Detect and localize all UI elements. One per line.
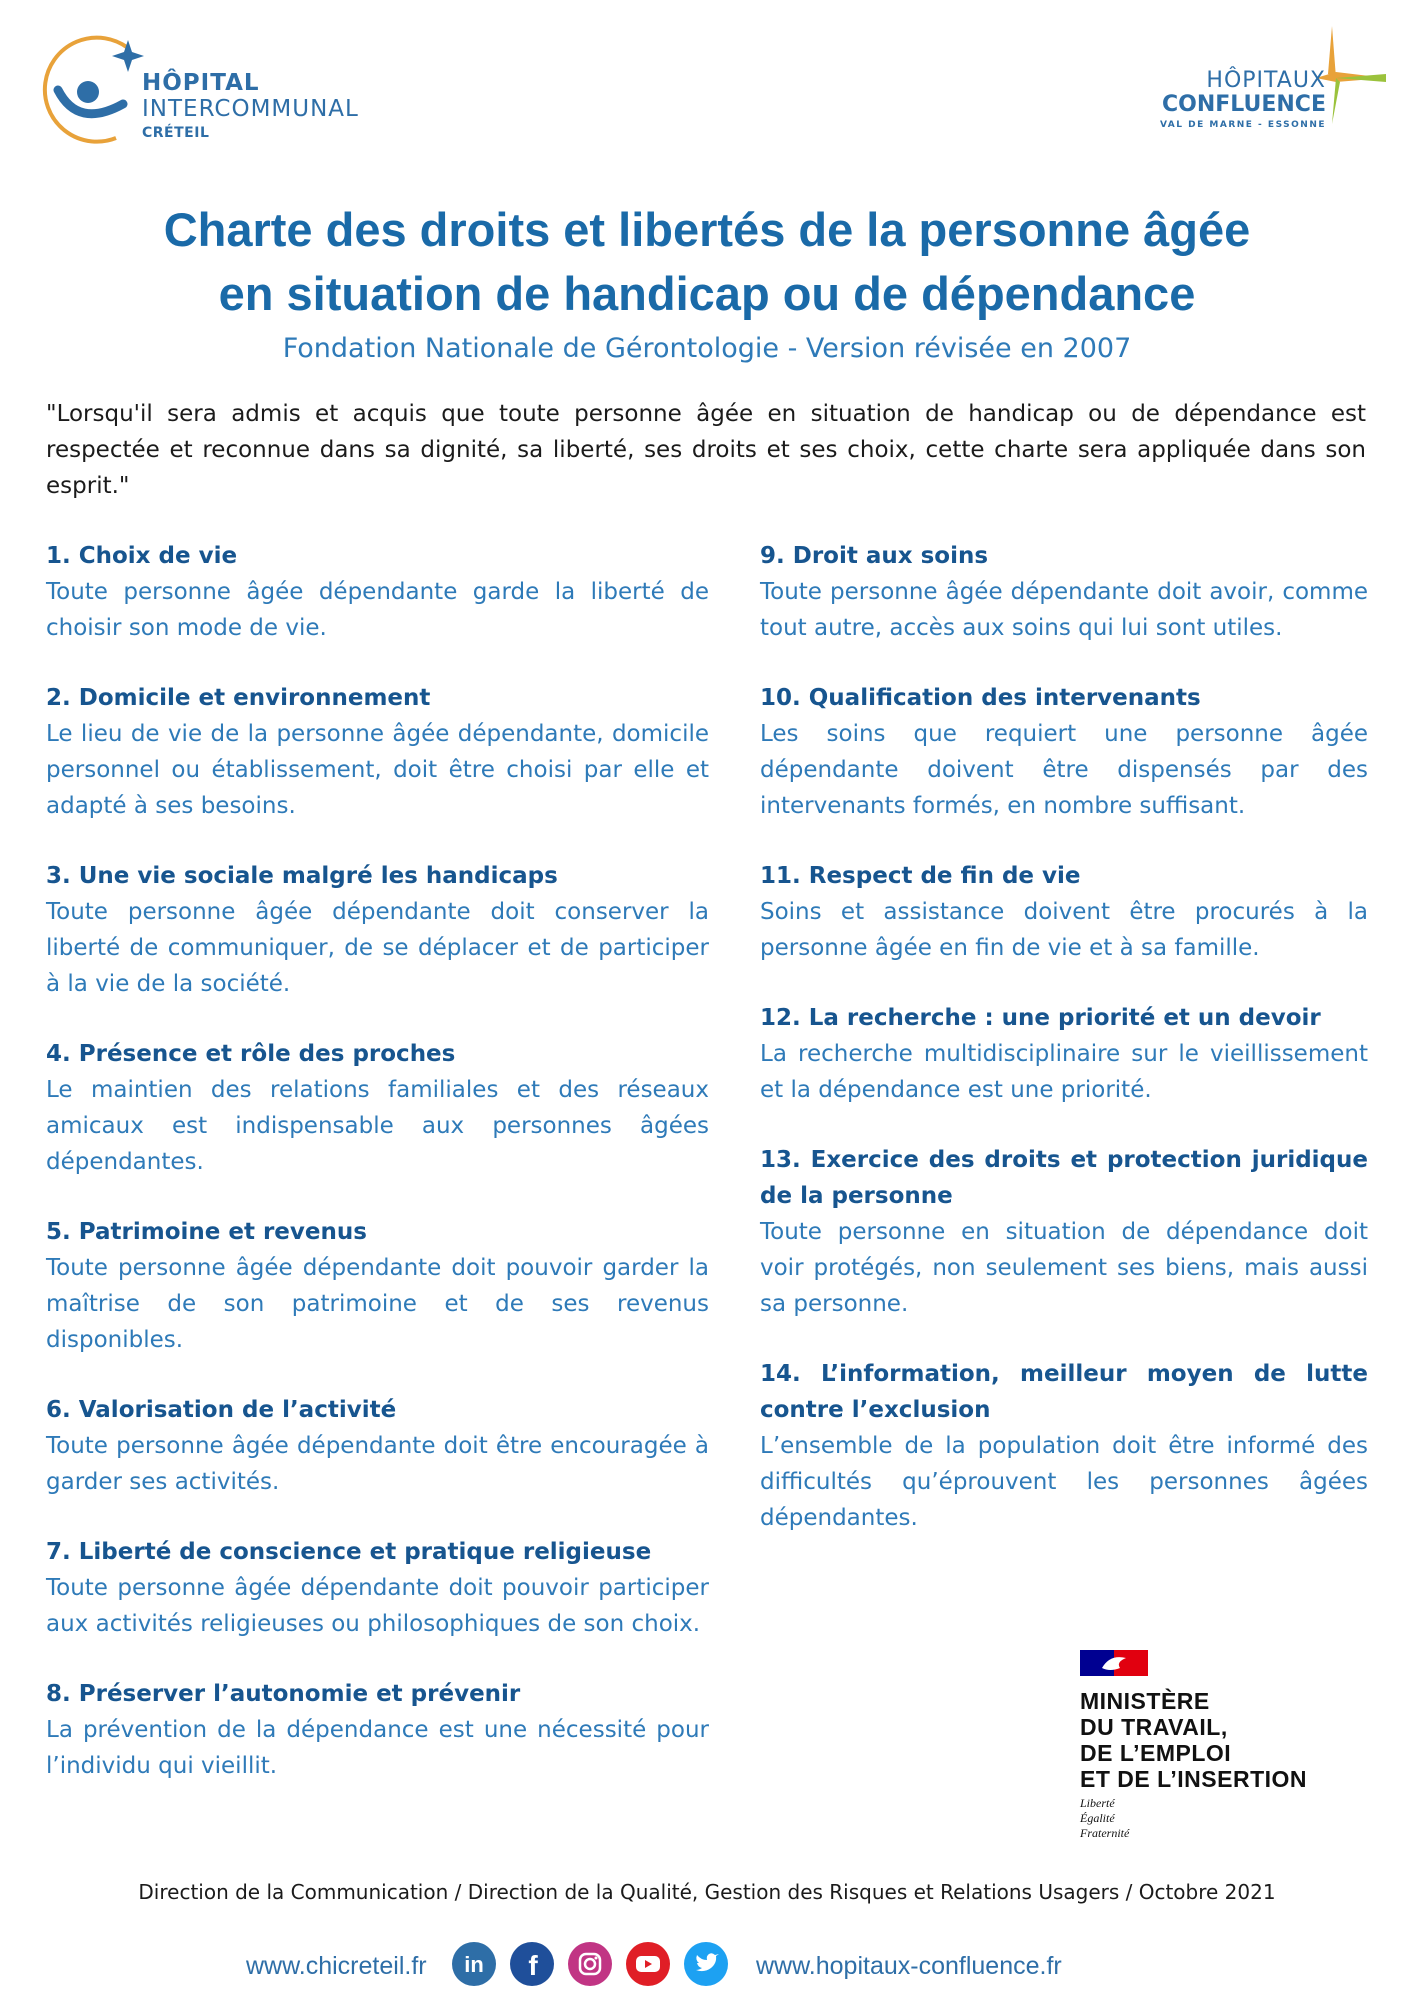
charter-item-3 <box>46 858 709 1002</box>
intro-quote: "Lorsqu'il sera admis et acquis que toute personne âgée en situation de handicap ou de dépendance est respectée et reconnue dans sa dignité, sa liberté, ses droits et ses choix, cette charte sera appliquée dans son esprit." <box>46 401 1366 499</box>
charter-item-title: 13. Exercice des droits et protection juridique de la personne <box>760 1147 1368 1209</box>
youtube-icon[interactable] <box>626 1942 670 1986</box>
charter-item-title: 9. Droit aux soins <box>760 543 989 569</box>
charter-item-text: La prévention de la dépendance est une nécessité pour l’individu qui vieillit. <box>46 1717 709 1779</box>
charter-item-text: Toute personne âgée dépendante garde la liberté de choisir son mode de vie. <box>46 579 709 641</box>
charter-item-11 <box>760 858 1368 966</box>
page-subtitle: Fondation Nationale de Gérontologie - Version révisée en 2007 <box>282 333 1132 364</box>
charter-item-title: 4. Présence et rôle des proches <box>46 1041 456 1067</box>
charter-item-text: La recherche multidisciplinaire sur le vieillissement et la dépendance est une priorité. <box>760 1041 1368 1103</box>
ministere-line2: DU TRAVAIL, <box>1080 1714 1228 1740</box>
charter-item-title: 3. Une vie sociale malgré les handicaps <box>46 863 558 889</box>
motto-fraternite: Fraternité <box>1080 1826 1130 1840</box>
charter-item-title: 6. Valorisation de l’activité <box>46 1397 397 1423</box>
logo-left-line2: INTERCOMMUNAL <box>142 96 359 122</box>
svg-text:f: f <box>528 1950 538 1981</box>
logo-left-line1: HÔPITAL <box>142 70 260 96</box>
charter-item-text: Le lieu de vie de la personne âgée dépendante, domicile personnel ou établissement, doit être choisi par elle et adapté à ses besoins. <box>46 721 709 819</box>
charter-item-text: Toute personne âgée dépendante doit conserver la liberté de communiquer, de se déplacer et de participer à la vie de la société. <box>46 899 709 997</box>
page-title <box>0 198 1414 326</box>
charter-item-5 <box>46 1214 709 1358</box>
facebook-icon[interactable] <box>510 1942 554 1986</box>
charter-item-text: Toute personne âgée dépendante doit être encouragée à garder ses activités. <box>46 1433 709 1495</box>
footer-links <box>0 1940 1414 1990</box>
logo-right-line2: CONFLUENCE <box>1161 92 1326 117</box>
motto-liberte: Liberté <box>1080 1796 1115 1810</box>
chicreteil-link[interactable]: www.chicreteil.fr <box>246 1952 427 1980</box>
charter-item-title: 12. La recherche : une priorité et un devoir <box>760 1005 1321 1031</box>
logo-hopitaux-confluence <box>1146 26 1386 136</box>
ministere-line3: DE L’EMPLOI <box>1080 1740 1232 1766</box>
charter-item-text: Toute personne âgée dépendante doit pouvoir participer aux activités religieuses ou philosophiques de son choix. <box>46 1575 709 1637</box>
charter-item-2 <box>46 680 709 824</box>
ministere-line4: ET DE L’INSERTION <box>1080 1766 1308 1792</box>
charter-item-10 <box>760 680 1368 824</box>
charter-item-title: 1. Choix de vie <box>46 543 238 569</box>
marianne-flag-icon <box>1080 1650 1148 1676</box>
charter-item-title: 10. Qualification des intervenants <box>760 685 1201 711</box>
charter-item-title: 7. Liberté de conscience et pratique religieuse <box>46 1539 652 1565</box>
logo-hopital-intercommunal-creteil <box>28 34 388 146</box>
charter-item-text: Le maintien des relations familiales et des réseaux amicaux est indispensable aux personnes âgées dépendantes. <box>46 1077 709 1175</box>
charter-item-13 <box>760 1142 1368 1322</box>
charter-item-title: 5. Patrimoine et revenus <box>46 1219 367 1245</box>
linkedin-icon[interactable] <box>452 1942 496 1986</box>
hopitaux-confluence-link[interactable]: www.hopitaux-confluence.fr <box>756 1952 1062 1980</box>
charter-item-8 <box>46 1676 709 1784</box>
title-line2: en situation de handicap ou de dépendance <box>218 267 1196 320</box>
charter-item-text: Toute personne âgée dépendante doit pouvoir garder la maîtrise de son patrimoine et de ses revenus disponibles. <box>46 1255 709 1353</box>
charter-item-14 <box>760 1356 1368 1536</box>
footer-credits: Direction de la Communication / Direction de la Qualité, Gestion des Risques et Relations Usagers / Octobre 2021 <box>138 1880 1276 1904</box>
charter-item-title: 2. Domicile et environnement <box>46 685 431 711</box>
charter-item-text: Toute personne en situation de dépendance doit voir protégés, non seulement ses biens, mais aussi sa personne. <box>760 1219 1368 1317</box>
charter-item-1 <box>46 538 709 646</box>
charter-item-text: Toute personne âgée dépendante doit avoir, comme tout autre, accès aux soins qui lui sont utiles. <box>760 579 1368 641</box>
charter-item-text: Les soins que requiert une personne âgée dépendante doivent être dispensés par des intervenants formés, en nombre suffisant. <box>760 721 1368 819</box>
ministere-line1: MINISTÈRE <box>1080 1688 1210 1714</box>
motto-egalite: Égalité <box>1080 1811 1115 1825</box>
logo-left-line3: CRÉTEIL <box>142 125 210 141</box>
title-line1: Charte des droits et libertés de la personne âgée <box>163 203 1251 256</box>
charter-item-title: 14. L’information, meilleur moyen de lutte contre l’exclusion <box>760 1361 1368 1423</box>
charter-item-12 <box>760 1000 1368 1108</box>
charter-item-9 <box>760 538 1368 646</box>
charter-item-text: Soins et assistance doivent être procurés à la personne âgée en fin de vie et à sa famille. <box>760 899 1368 961</box>
logo-right-line3: VAL DE MARNE - ESSONNE <box>1159 120 1326 130</box>
instagram-icon[interactable] <box>568 1942 612 1986</box>
charter-item-text: L’ensemble de la population doit être informé des difficultés qu’éprouvent les personnes âgées dépendantes. <box>760 1433 1368 1531</box>
logo-right-line1: HÔPITAUX <box>1206 68 1326 93</box>
hopital-creteil-logo-icon <box>28 34 158 146</box>
republic-motto <box>1080 1796 1340 1841</box>
charter-item-7 <box>46 1534 709 1642</box>
twitter-icon[interactable] <box>684 1942 728 1986</box>
charter-column-right <box>760 538 1368 1570</box>
charter-item-title: 11. Respect de fin de vie <box>760 863 1081 889</box>
charter-item-4 <box>46 1036 709 1180</box>
charter-item-title: 8. Préserver l’autonomie et prévenir <box>46 1681 521 1707</box>
ministere-logo <box>1080 1650 1340 1841</box>
charter-item-6 <box>46 1392 709 1500</box>
charter-column-left <box>46 538 709 1818</box>
svg-text:in: in <box>464 1952 484 1977</box>
